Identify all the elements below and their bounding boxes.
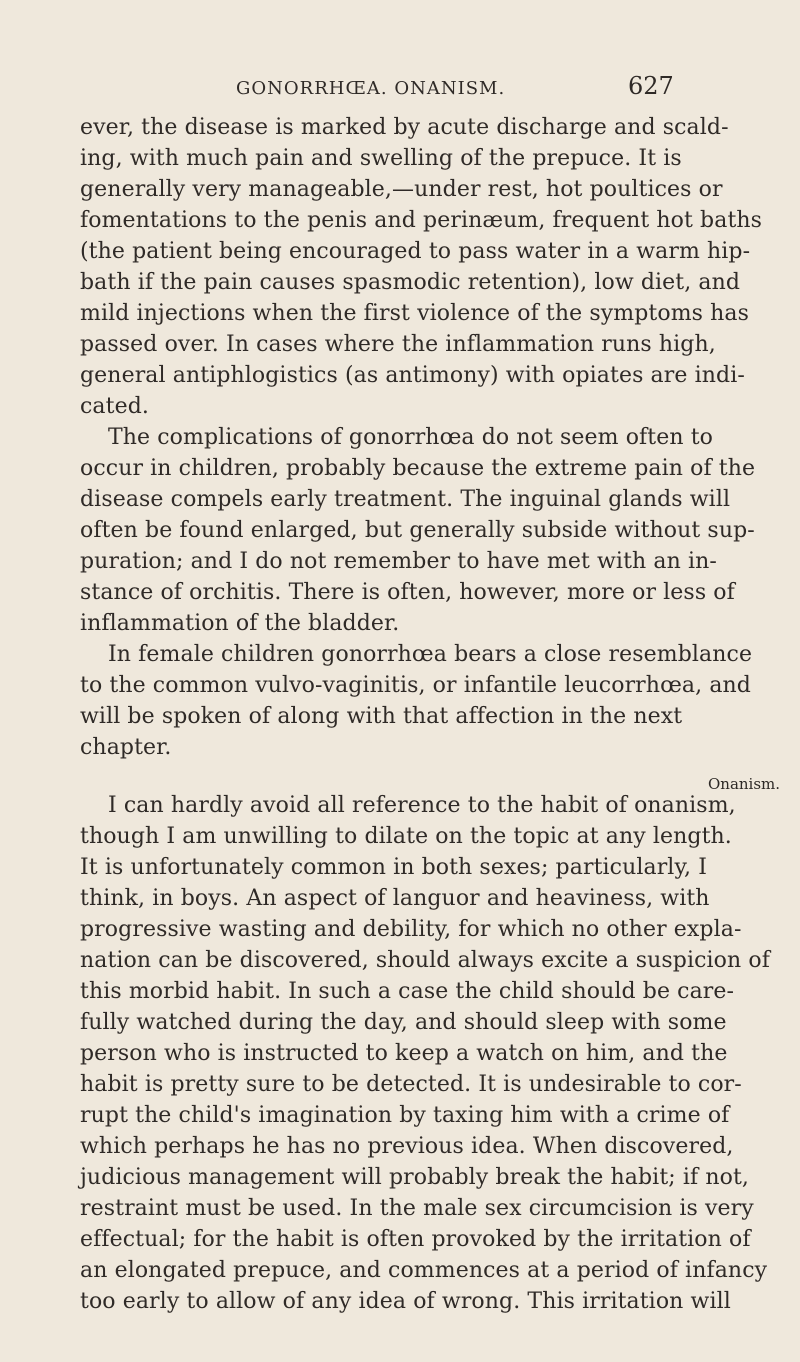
text-line: judicious management will probably break the habit; if not, (80, 1165, 749, 1190)
text-line: chapter. (80, 735, 172, 760)
text-line: fully watched during the day, and should sleep with some (80, 1010, 727, 1035)
text-line: restraint must be used. In the male sex circumcision is very (80, 1196, 754, 1221)
text-line: ever, the disease is marked by acute discharge and scald- (80, 115, 729, 140)
text-line: this morbid habit. In such a case the child should be care- (80, 979, 735, 1004)
text-line: person who is instructed to keep a watch on him, and the (80, 1041, 728, 1066)
text-line: often be found enlarged, but generally subside without sup- (80, 518, 755, 543)
section-gap (80, 763, 704, 790)
text-line: to the common vulvo-vaginitis, or infantile leucorrhœa, and (80, 673, 751, 698)
text-line: habit is pretty sure to be detected. It is undesirable to cor- (80, 1072, 742, 1097)
text-line: general antiphlogistics (as antimony) with opiates are indi- (80, 363, 745, 388)
text-line: which perhaps he has no previous idea. When discovered, (80, 1134, 734, 1159)
text-line: It is unfortunately common in both sexes; particularly, I (80, 855, 708, 880)
text-line: progressive wasting and debility, for which no other expla- (80, 917, 742, 942)
text-line: will be spoken of along with that affection in the next (80, 704, 683, 729)
text-line: too early to allow of any idea of wrong. This irritation will (80, 1289, 731, 1314)
text-line: though I am unwilling to dilate on the topic at any length. (80, 824, 732, 849)
text-line: effectual; for the habit is often provoked by the irritation of (80, 1227, 751, 1252)
text-line: ing, with much pain and swelling of the prepuce. It is (80, 146, 682, 171)
page-number: 627 (628, 72, 674, 100)
body-text (80, 112, 770, 1317)
paragraph-start-line: In female children gonorrhœa bears a close resemblance (108, 642, 753, 667)
text-line: stance of orchitis. There is often, however, more or less of (80, 580, 735, 605)
text-line: generally very manageable,—under rest, hot poultices or (80, 177, 723, 202)
text-line: fomentations to the penis and perinæum, frequent hot baths (80, 208, 763, 233)
running-head: GONORRHŒA. ONANISM. (236, 78, 506, 99)
section-start-line: I can hardly avoid all reference to the habit of onanism, (108, 793, 736, 818)
text-line: inflammation of the bladder. (80, 611, 400, 636)
text-line: rupt the child's imagination by taxing him with a crime of (80, 1103, 730, 1128)
text-line: (the patient being encouraged to pass water in a warm hip- (80, 239, 751, 264)
paragraph-start-line: The complications of gonorrhœa do not seem often to (108, 425, 713, 450)
text-line: think, in boys. An aspect of languor and heaviness, with (80, 886, 710, 911)
text-line: bath if the pain causes spasmodic retention), low diet, and (80, 270, 741, 295)
text-line: puration; and I do not remember to have met with an in- (80, 549, 717, 574)
margin-note-onanism: Onanism. (708, 775, 781, 793)
text-line: nation can be discovered, should always excite a suspicion of (80, 948, 770, 973)
text-line: disease compels early treatment. The inguinal glands will (80, 487, 731, 512)
text-line: mild injections when the first violence of the symptoms has (80, 301, 750, 326)
text-line: an elongated prepuce, and commences at a period of infancy (80, 1258, 768, 1283)
text-line: occur in children, probably because the extreme pain of the (80, 456, 756, 481)
text-line: passed over. In cases where the inflammation runs high, (80, 332, 716, 357)
text-line: cated. (80, 394, 149, 419)
